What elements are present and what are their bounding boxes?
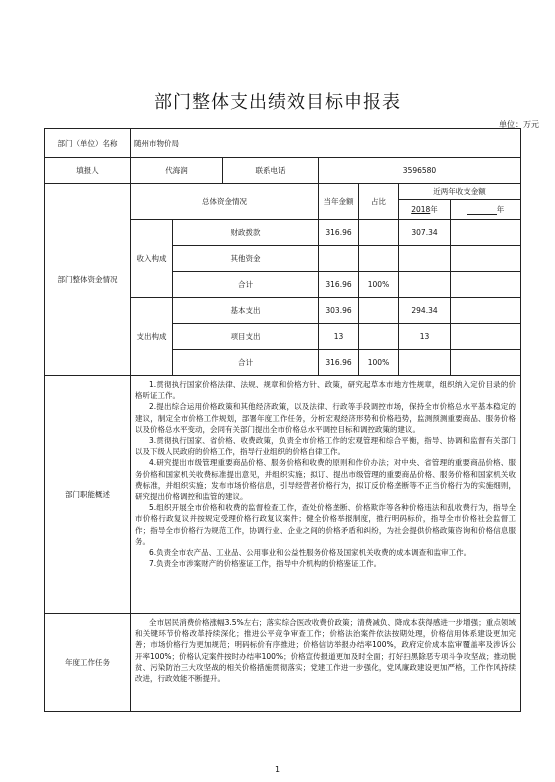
income-current: 316.96	[319, 220, 359, 246]
recent-years-header: 近两年收支金额	[399, 184, 521, 200]
expense-row-label: 基本支出	[173, 298, 319, 324]
performance-form-table	[44, 128, 521, 712]
expense-past	[399, 350, 451, 376]
phone-label: 联系电话	[223, 158, 319, 184]
income-past	[399, 272, 451, 298]
annual-tasks-text: 全市居民消费价格涨幅3.5%左右；落实综合医改收费价政策；清费减负、降成本获得感进一步增强；重点领域和关键环节价格改革持续深化；推进公平竞争审查工作；价格法治案件依法按期处理，价格信用体系建设更加完善；市场价格行为更加规范；明码标价有序推进；价格信访举报办结率100%，政府定价成本监审覆盖率及涉诉公开率100%；价格认定案件按时办结率100%；价格宣传报道更加及时全面；打好扫黑除恶专项斗争攻坚战；推动脱贫、污染防治三大攻坚战的相关价格措施贯彻落实；党建工作进一步强化，党风廉政建设更加严格，工作作风持续改进，行政效能不断提升。	[135, 618, 516, 684]
year-2018: 2018	[411, 205, 431, 214]
dept-name-row	[45, 129, 521, 158]
dept-name-label: 部门（单位）名称	[45, 129, 131, 158]
expense-current: 316.96	[319, 350, 359, 376]
year-blank-line	[467, 206, 497, 215]
duty-paragraph: 7.负责全市涉案财产的价格鉴证工作，指导中介机构的价格鉴证工作。	[149, 559, 382, 569]
year-blank-suffix: 年	[496, 205, 505, 214]
current-year-header: 当年金额	[319, 184, 359, 220]
funds-header-row	[45, 184, 521, 200]
filler-value: 代海润	[131, 158, 223, 184]
income-row-label: 其他资金	[173, 246, 319, 272]
annual-tasks-label: 年度工作任务	[45, 614, 131, 712]
expense-current: 13	[319, 324, 359, 350]
income-current: 316.96	[319, 272, 359, 298]
duty-paragraph: 1.贯彻执行国家价格法律、法规、规章和价格方针、政策，研究起草本市地方性规章，组织纳入定价目录的价格听证工作。	[135, 380, 516, 401]
annual-tasks-row	[45, 614, 521, 712]
income-row-label: 合计	[173, 272, 319, 298]
year-suffix: 年	[430, 205, 438, 214]
expense-current: 303.96	[319, 298, 359, 324]
expense-past2	[451, 350, 521, 376]
page-number: 1	[274, 765, 281, 774]
income-share	[359, 220, 399, 246]
expense-row-label: 项目支出	[173, 324, 319, 350]
expense-share: 100%	[359, 350, 399, 376]
expense-row-label: 合计	[173, 350, 319, 376]
income-past: 307.34	[399, 220, 451, 246]
expense-label: 支出构成	[131, 298, 173, 376]
expense-past: 13	[399, 324, 451, 350]
income-share	[359, 246, 399, 272]
expense-past: 294.34	[399, 298, 451, 324]
expense-past2	[451, 298, 521, 324]
expense-share	[359, 298, 399, 324]
phone-value: 3596580	[319, 158, 521, 184]
year-2018-header	[399, 200, 451, 220]
duty-paragraph: 5.组织开展全市价格和收费的监督检查工作，查处价格垄断、价格欺诈等各种价格违法和乱收费行为，指导全市价格行政复议并按规定受理价格行政复议案件；健全价格举报制度，推行明码标价，指导全市价格社会监督工作；指导全市价格行为规范工作，协调行业、企业之间的价格矛盾和纠纷，为社会提供价格政策咨询和价格信息服务。	[135, 503, 516, 546]
year-blank-header	[451, 200, 521, 220]
filler-label: 填报人	[45, 158, 131, 184]
duty-paragraph: 4.研究提出市级管理重要商品价格、服务价格和收费的原则和作价办法；对中央、省管理的重要商品价格、服务价格和国家机关收费标准提出意见，并组织实施；拟订、提出市级管理的重要商品价格、服务价格和国家机关收费标准，并组织实施；发布市场价格信息，引导经营者价格行为，拟订反价格垄断等不正当价格行为的实施细则，研究提出价格调控和监管的建议。	[135, 458, 516, 502]
duty-paragraph: 6.负责全市农产品、工业品、公用事业和公益性服务价格及国家机关收费的成本调查和监审工作。	[149, 548, 472, 558]
duties-label: 部门职能概述	[45, 376, 131, 614]
filler-row	[45, 158, 521, 184]
share-header: 占比	[359, 184, 399, 220]
funds-section-label: 部门整体资金情况	[45, 184, 131, 376]
income-past2	[451, 220, 521, 246]
funds-overview-label: 总体资金情况	[131, 184, 319, 220]
annual-tasks-content	[131, 614, 521, 712]
unit-label: 单位：万元	[499, 120, 539, 129]
duties-row	[45, 376, 521, 614]
expense-share	[359, 324, 399, 350]
income-row-label: 财政拨款	[173, 220, 319, 246]
duty-paragraph: 2.提出综合运用价格政策和其他经济政策，以及法律、行政等手段调控市场，保持全市价格总水平基本稳定的建议，制定全市价格工作规划，部署年度工作任务，分析宏观经济形势和价格趋势，监测预测重要商品、服务价格以及价格总水平变动，会同有关部门提出全市价格总水平调控目标和调控政策的建议。	[135, 402, 516, 434]
dept-name-value: 随州市物价局	[131, 129, 521, 158]
income-past2	[451, 246, 521, 272]
income-label: 收入构成	[131, 220, 173, 298]
income-current	[319, 246, 359, 272]
income-share: 100%	[359, 272, 399, 298]
expense-past2	[451, 324, 521, 350]
duty-paragraph: 3.贯彻执行国家、省价格、收费政策，负责全市价格工作的宏观管理和综合平衡，指导、协调和监督有关部门以及下级人民政府的价格工作，指导行业组织的价格自律工作。	[135, 436, 516, 457]
page-title: 部门整体支出绩效目标申报表	[154, 92, 401, 113]
income-past2	[451, 272, 521, 298]
duties-content	[131, 376, 521, 614]
income-past	[399, 246, 451, 272]
